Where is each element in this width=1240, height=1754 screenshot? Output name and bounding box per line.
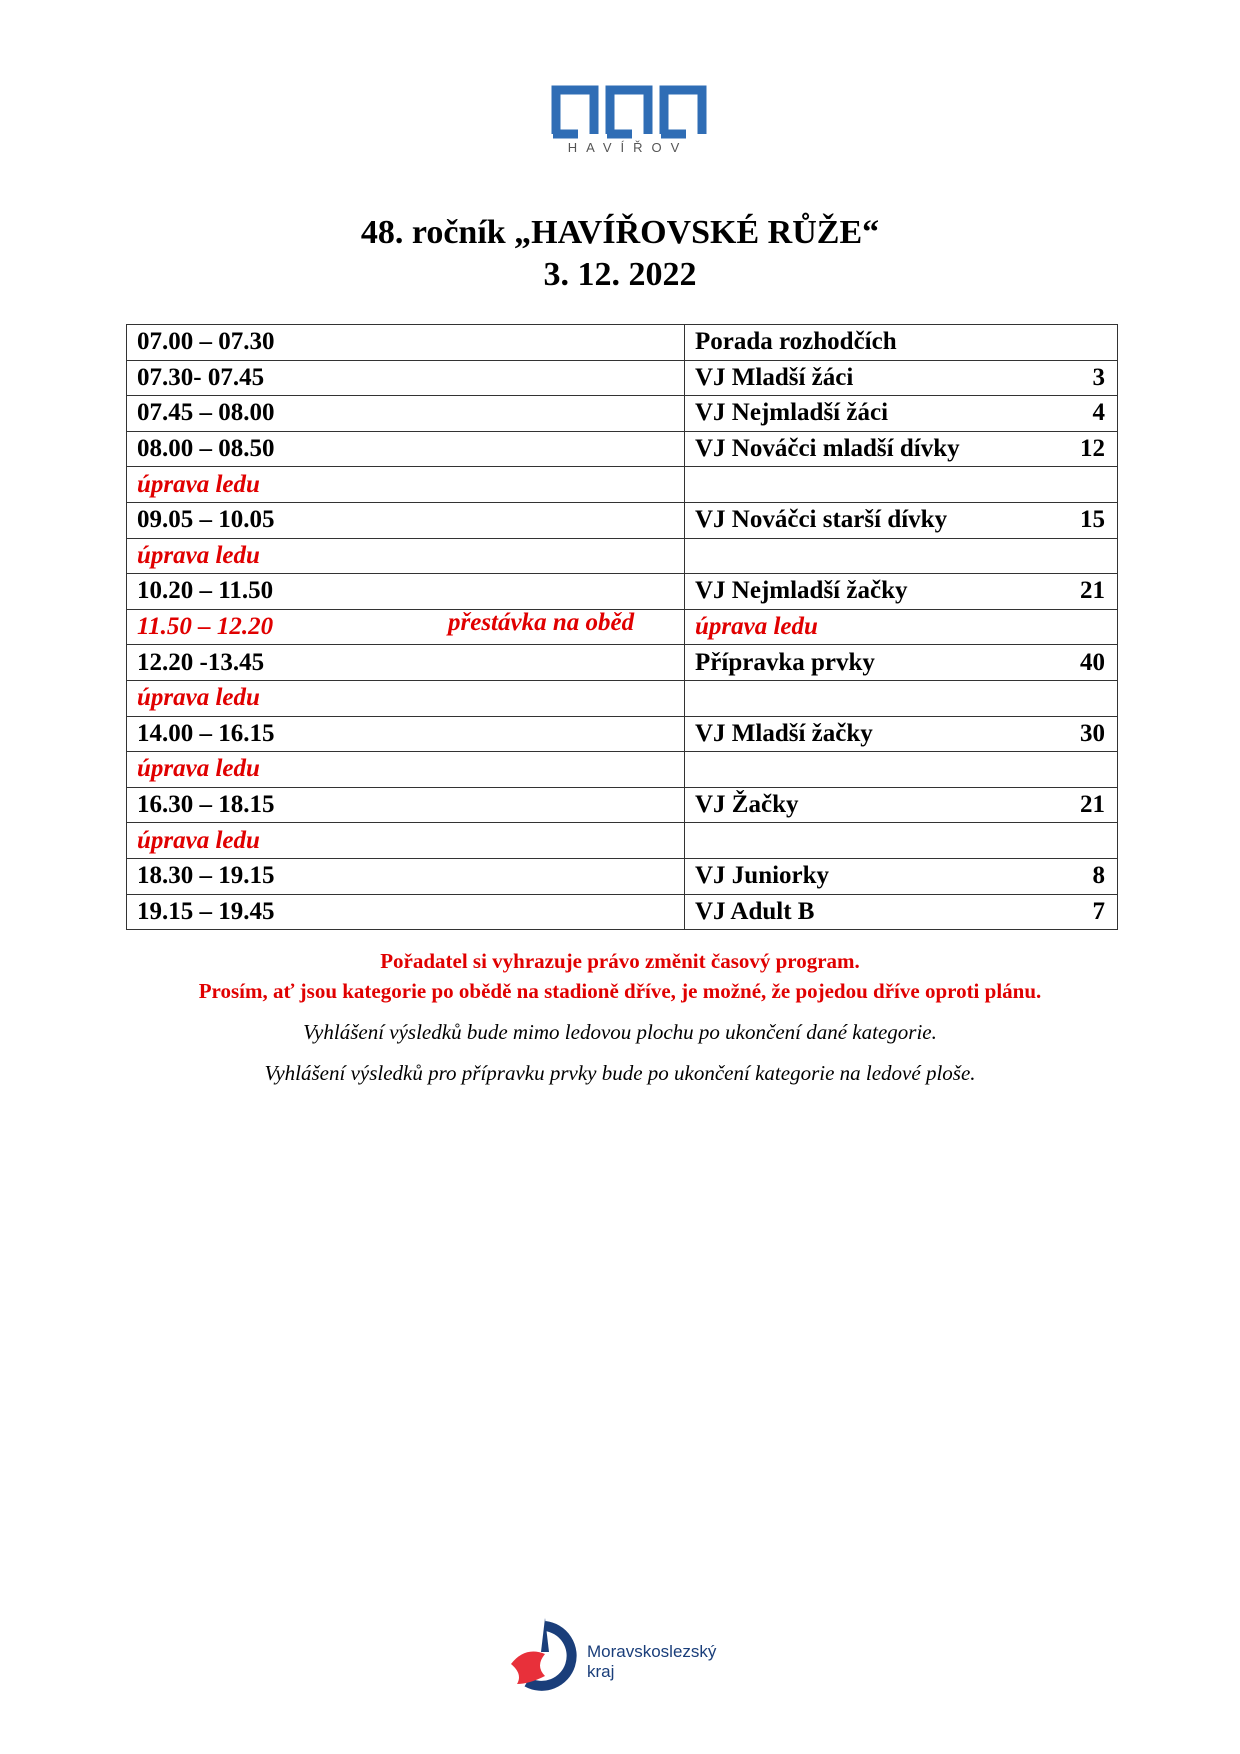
time-text: úprava ledu: [137, 470, 260, 498]
time-cell: [127, 502, 685, 538]
time-text: 11.50 – 12.20: [137, 613, 274, 641]
event-cell: [685, 787, 1118, 823]
table-row: [127, 325, 1118, 361]
time-cell: [127, 396, 685, 432]
event-text: VJ Nováčci starší dívky: [695, 506, 948, 534]
event-cell: [685, 894, 1118, 930]
time-text: 12.20 -13.45: [137, 648, 265, 676]
table-row: [127, 752, 1118, 788]
note-red-1: Pořadatel si vyhrazuje právo změnit časový program.: [380, 949, 860, 973]
table-row: [127, 467, 1118, 503]
table-row: [127, 538, 1118, 574]
skater-count: 7: [1092, 897, 1105, 925]
time-cell: [127, 325, 685, 361]
time-text: 10.20 – 11.50: [137, 577, 274, 605]
table-row: [127, 431, 1118, 467]
skater-count: 21: [1080, 577, 1105, 605]
skater-count: 15: [1080, 506, 1105, 534]
table-row: [127, 574, 1118, 610]
time-cell: [127, 467, 685, 503]
event-cell: [685, 716, 1118, 752]
event-text: VJ Nejmladší žačky: [695, 577, 908, 605]
skater-count: 21: [1080, 791, 1105, 819]
note-italic-1: Vyhlášení výsledků bude mimo ledovou plochu po ukončení dané kategorie.: [303, 1020, 937, 1044]
table-row: [127, 894, 1118, 930]
time-cell: [127, 574, 685, 610]
kraj-logo-text-1: Moravskoslezský: [587, 1642, 717, 1661]
time-text: 07.30- 07.45: [137, 363, 265, 391]
event-text: VJ Adult B: [695, 897, 815, 925]
event-cell: [685, 431, 1118, 467]
skater-count: 4: [1092, 399, 1105, 427]
event-text: VJ Mladší žáci: [695, 363, 854, 391]
break-note: přestávka na oběd: [448, 608, 635, 636]
time-cell: [127, 680, 685, 716]
skater-count: 12: [1080, 435, 1105, 463]
time-text: 19.15 – 19.45: [137, 897, 275, 925]
time-text: 07.00 – 07.30: [137, 328, 275, 356]
event-cell: [685, 396, 1118, 432]
time-cell: [127, 858, 685, 894]
table-row: [127, 360, 1118, 396]
time-cell: [127, 645, 685, 681]
event-cell: [685, 467, 1118, 503]
event-cell: [685, 645, 1118, 681]
page-date: 3. 12. 2022: [543, 256, 697, 293]
time-text: 09.05 – 10.05: [137, 506, 275, 534]
time-text: úprava ledu: [137, 755, 260, 783]
event-text: Porada rozhodčích: [695, 328, 897, 356]
skater-count: 30: [1080, 719, 1105, 747]
time-text: 07.45 – 08.00: [137, 399, 275, 427]
schedule-table: [126, 324, 1118, 930]
event-cell: [685, 752, 1118, 788]
skater-count: 3: [1092, 363, 1105, 391]
table-row: [127, 716, 1118, 752]
table-row: [127, 609, 1118, 645]
table-row: [127, 502, 1118, 538]
time-cell: [127, 431, 685, 467]
note-red-2: Prosím, ať jsou kategorie po obědě na stadioně dříve, je možné, že pojedou dříve oproti plánu.: [198, 979, 1042, 1003]
event-cell: [685, 360, 1118, 396]
event-text: VJ Mladší žačky: [695, 719, 873, 747]
event-text: Přípravka prvky: [695, 648, 875, 676]
time-cell: [127, 752, 685, 788]
table-row: [127, 396, 1118, 432]
page-title: 48. ročník „HAVÍŘOVSKÉ RŮŽE“: [360, 214, 880, 251]
logo-text: HAVÍŘOV: [567, 140, 689, 155]
time-cell: [127, 716, 685, 752]
time-text: úprava ledu: [137, 541, 260, 569]
time-text: 14.00 – 16.15: [137, 719, 275, 747]
time-cell: [127, 538, 685, 574]
time-cell: [127, 823, 685, 859]
time-cell: [127, 360, 685, 396]
event-cell: [685, 538, 1118, 574]
event-cell: [685, 574, 1118, 610]
event-cell: [685, 680, 1118, 716]
event-cell: [685, 823, 1118, 859]
time-text: úprava ledu: [137, 684, 260, 712]
time-text: 18.30 – 19.15: [137, 862, 275, 890]
time-cell: [127, 609, 685, 645]
time-cell: [127, 894, 685, 930]
event-cell: [685, 858, 1118, 894]
note-italic-2: Vyhlášení výsledků pro přípravku prvky bude po ukončení kategorie na ledové ploše.: [264, 1061, 976, 1085]
table-row: [127, 823, 1118, 859]
skater-count: 8: [1092, 862, 1105, 890]
moravskoslezsky-kraj-logo-icon: [505, 1612, 585, 1692]
time-text: úprava ledu: [137, 826, 260, 854]
event-text: úprava ledu: [695, 613, 818, 641]
time-text: 08.00 – 08.50: [137, 435, 275, 463]
event-text: VJ Juniorky: [695, 862, 830, 890]
event-text: VJ Nejmladší žáci: [695, 399, 889, 427]
table-row: [127, 680, 1118, 716]
event-cell: [685, 502, 1118, 538]
event-text: VJ Žačky: [695, 791, 799, 819]
time-text: 16.30 – 18.15: [137, 791, 275, 819]
table-row: [127, 787, 1118, 823]
table-row: [127, 645, 1118, 681]
kraj-logo-text-2: kraj: [587, 1662, 615, 1681]
time-cell: [127, 787, 685, 823]
event-text: VJ Nováčci mladší dívky: [695, 435, 960, 463]
event-cell: [685, 609, 1118, 645]
skater-count: 40: [1080, 648, 1105, 676]
event-cell: [685, 325, 1118, 361]
table-row: [127, 858, 1118, 894]
